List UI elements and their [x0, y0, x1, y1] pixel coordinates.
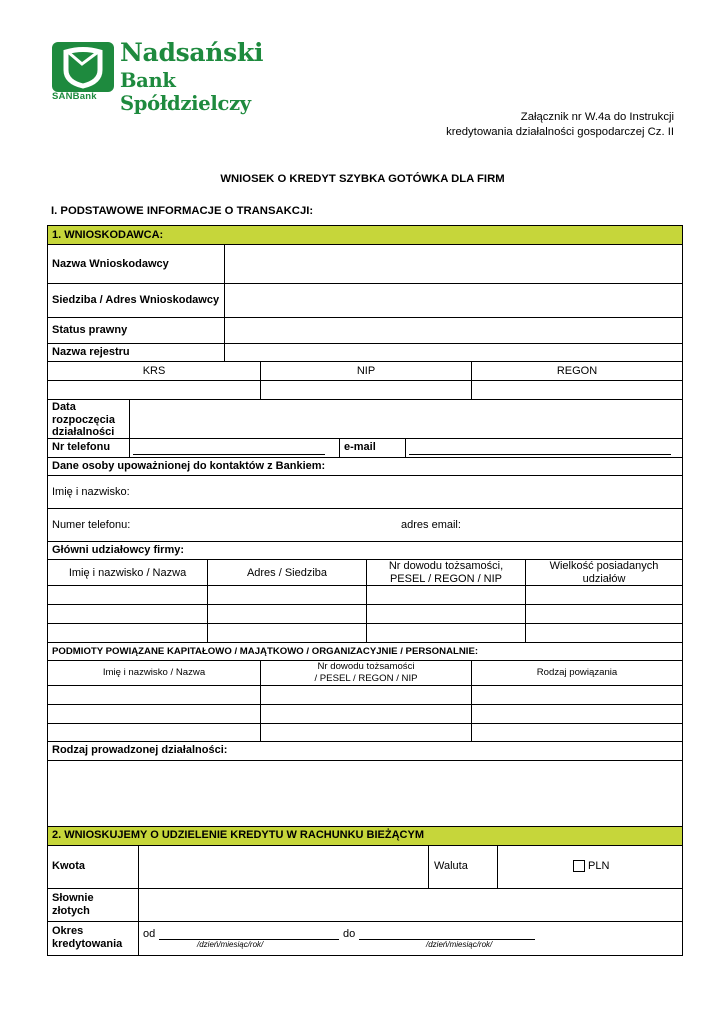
- shareholders-col-name: Imię i nazwisko / Nazwa: [68, 567, 187, 579]
- bank-logo-short: SANBank: [52, 91, 97, 102]
- bank-name-line2: Bank Spółdzielczy: [120, 69, 251, 115]
- credit-section-header: 2. WNIOSKUJEMY O UDZIELENIE KREDYTU W RACHUNKU BIEŻĄCYM: [52, 829, 424, 841]
- applicant-name-label: Nazwa Wnioskodawcy: [52, 258, 169, 270]
- email-label: e-mail: [344, 441, 376, 453]
- shareholders-header: Główni udziałowcy firmy:: [52, 544, 185, 556]
- section-title: I. PODSTAWOWE INFORMACJE O TRANSAKCJI:: [51, 205, 314, 217]
- legal-status-label: Status prawny: [52, 324, 128, 336]
- annex-line1: Załącznik nr W.4a do Instrukcji: [520, 111, 674, 123]
- contact-phone-label: Numer telefonu:: [52, 519, 131, 531]
- amount-label: Kwota: [52, 860, 85, 872]
- applicant-section-header: 1. WNIOSKODAWCA:: [52, 229, 164, 241]
- email-input-line[interactable]: [409, 454, 671, 455]
- krs-label: KRS: [142, 365, 166, 377]
- annex-reference: [446, 110, 674, 140]
- regon-label: REGON: [556, 365, 598, 377]
- nip-label: NIP: [356, 365, 376, 377]
- period-from-hint: /dzień/miesiąc/rok/: [197, 940, 264, 949]
- application-form-table: [47, 225, 683, 956]
- shareholders-col-id: Nr dowodu tożsamości, PESEL / REGON / NIP: [388, 560, 504, 585]
- form-title: WNIOSEK O KREDYT SZYBKA GOTÓWKA DLA FIRM: [220, 173, 505, 185]
- period-to-label: do: [343, 928, 356, 940]
- currency-label: Waluta: [434, 860, 468, 872]
- bank-logo: [50, 38, 290, 115]
- bank-logo-icon: [52, 42, 114, 92]
- contact-email-label: adres email:: [401, 519, 461, 531]
- shareholders-col-address: Adres / Siedziba: [246, 567, 328, 579]
- related-entities-header: PODMIOTY POWIĄZANE KAPITAŁOWO / MAJĄTKOWO / ORGANIZACYJNIE / PERSONALNIE:: [52, 646, 479, 657]
- applicant-seat-label: Siedziba / Adres Wnioskodawcy: [52, 294, 220, 306]
- phone-input-line[interactable]: [133, 454, 325, 455]
- bank-name-line1: Nadsański: [120, 38, 264, 67]
- annex-line2: kredytowania działalności gospodarczej Cz. II: [446, 126, 674, 138]
- credit-period-label: Okres kredytowania: [52, 925, 123, 950]
- shareholders-col-share: Wielkość posiadanych udziałów: [549, 560, 659, 585]
- related-col-relation: Rodzaj powiązania: [536, 667, 618, 678]
- in-words-label: Słownie złotych: [52, 892, 94, 917]
- registry-name-label: Nazwa rejestru: [52, 346, 130, 358]
- period-to-hint: /dzień/miesiąc/rok/: [426, 940, 493, 949]
- pln-option-label: PLN: [588, 860, 610, 872]
- related-col-id: Nr dowodu tożsamości / PESEL / REGON / NIP: [314, 661, 418, 684]
- phone-label: Nr telefonu: [52, 441, 111, 453]
- start-date-label: Data rozpoczęcia działalności: [52, 401, 115, 438]
- related-col-name: Imię i nazwisko / Nazwa: [102, 667, 206, 678]
- activity-type-label: Rodzaj prowadzonej działalności:: [52, 744, 228, 756]
- pln-checkbox[interactable]: [573, 860, 585, 872]
- period-from-label: od: [143, 928, 156, 940]
- contact-name-label: Imię i nazwisko:: [52, 486, 130, 498]
- contact-person-header: Dane osoby upoważnionej do kontaktów z Bankiem:: [52, 460, 326, 472]
